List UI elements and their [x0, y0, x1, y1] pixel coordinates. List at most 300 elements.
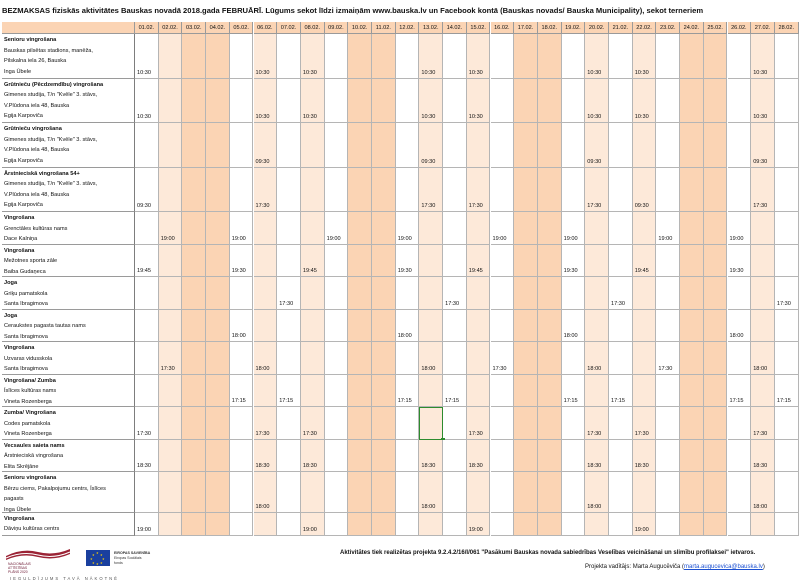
schedule-cell[interactable]	[325, 342, 349, 375]
schedule-cell[interactable]	[491, 34, 515, 79]
schedule-cell[interactable]	[467, 472, 491, 513]
schedule-cell[interactable]	[159, 123, 183, 168]
schedule-cell[interactable]	[443, 472, 467, 513]
schedule-cell[interactable]	[419, 212, 443, 245]
schedule-cell[interactable]	[325, 375, 349, 408]
schedule-cell[interactable]	[680, 123, 704, 168]
schedule-cell[interactable]	[206, 277, 230, 310]
schedule-cell[interactable]	[372, 277, 396, 310]
schedule-cell[interactable]	[609, 310, 633, 343]
schedule-cell[interactable]	[325, 168, 349, 213]
schedule-cell[interactable]	[419, 310, 443, 343]
schedule-cell[interactable]	[254, 245, 278, 278]
schedule-cell[interactable]	[182, 245, 206, 278]
schedule-cell[interactable]	[514, 79, 538, 124]
schedule-cell[interactable]	[277, 123, 301, 168]
schedule-cell[interactable]	[775, 342, 799, 375]
schedule-cell[interactable]	[254, 310, 278, 343]
schedule-cell[interactable]	[467, 310, 491, 343]
schedule-cell[interactable]	[277, 245, 301, 278]
schedule-cell[interactable]	[656, 375, 680, 408]
schedule-cell[interactable]	[443, 34, 467, 79]
schedule-cell[interactable]	[325, 277, 349, 310]
schedule-cell[interactable]	[609, 440, 633, 473]
schedule-cell[interactable]	[514, 168, 538, 213]
schedule-cell[interactable]	[372, 440, 396, 473]
schedule-cell[interactable]	[230, 123, 254, 168]
schedule-cell[interactable]	[704, 440, 728, 473]
schedule-cell[interactable]	[443, 440, 467, 473]
schedule-cell[interactable]	[277, 168, 301, 213]
schedule-cell[interactable]	[538, 123, 562, 168]
schedule-cell[interactable]	[277, 342, 301, 375]
schedule-cell[interactable]	[159, 375, 183, 408]
schedule-cell[interactable]	[704, 407, 728, 440]
schedule-cell[interactable]	[491, 245, 515, 278]
schedule-cell[interactable]	[728, 472, 752, 513]
schedule-cell[interactable]	[704, 123, 728, 168]
schedule-cell[interactable]	[206, 79, 230, 124]
schedule-cell[interactable]	[443, 245, 467, 278]
schedule-cell[interactable]	[206, 407, 230, 440]
schedule-cell[interactable]	[372, 375, 396, 408]
schedule-cell[interactable]	[633, 375, 657, 408]
schedule-cell[interactable]	[538, 440, 562, 473]
schedule-cell[interactable]	[514, 123, 538, 168]
schedule-cell[interactable]	[230, 440, 254, 473]
schedule-cell[interactable]	[775, 34, 799, 79]
schedule-cell[interactable]	[443, 168, 467, 213]
schedule-cell[interactable]	[419, 245, 443, 278]
schedule-cell[interactable]	[538, 79, 562, 124]
schedule-cell[interactable]	[372, 212, 396, 245]
schedule-cell[interactable]	[206, 472, 230, 513]
schedule-cell[interactable]	[562, 123, 586, 168]
schedule-cell[interactable]	[633, 212, 657, 245]
schedule-cell[interactable]	[348, 310, 372, 343]
schedule-cell[interactable]	[704, 375, 728, 408]
schedule-cell[interactable]	[467, 212, 491, 245]
schedule-cell[interactable]	[775, 472, 799, 513]
schedule-cell[interactable]	[562, 407, 586, 440]
schedule-cell[interactable]	[348, 277, 372, 310]
schedule-cell[interactable]	[680, 79, 704, 124]
schedule-cell[interactable]	[372, 245, 396, 278]
schedule-cell[interactable]	[656, 245, 680, 278]
schedule-cell[interactable]	[277, 440, 301, 473]
schedule-cell[interactable]	[135, 342, 159, 375]
schedule-cell[interactable]	[372, 168, 396, 213]
schedule-cell[interactable]	[514, 245, 538, 278]
schedule-cell[interactable]	[751, 277, 775, 310]
schedule-cell[interactable]	[538, 245, 562, 278]
schedule-cell[interactable]	[609, 513, 633, 536]
schedule-cell[interactable]	[348, 375, 372, 408]
schedule-cell[interactable]	[206, 123, 230, 168]
schedule-cell[interactable]	[348, 407, 372, 440]
schedule-cell[interactable]	[182, 342, 206, 375]
schedule-cell[interactable]	[182, 375, 206, 408]
schedule-cell[interactable]	[230, 79, 254, 124]
schedule-cell[interactable]	[182, 123, 206, 168]
schedule-cell[interactable]	[491, 168, 515, 213]
schedule-cell[interactable]	[538, 472, 562, 513]
schedule-cell[interactable]	[775, 123, 799, 168]
schedule-cell[interactable]	[656, 440, 680, 473]
schedule-cell[interactable]	[491, 440, 515, 473]
schedule-cell[interactable]	[704, 168, 728, 213]
schedule-cell[interactable]	[396, 34, 420, 79]
schedule-cell[interactable]	[135, 375, 159, 408]
schedule-cell[interactable]	[609, 407, 633, 440]
schedule-cell[interactable]	[609, 34, 633, 79]
schedule-cell[interactable]	[609, 123, 633, 168]
schedule-cell[interactable]	[443, 513, 467, 536]
schedule-cell[interactable]	[372, 310, 396, 343]
schedule-cell[interactable]	[325, 472, 349, 513]
schedule-cell[interactable]	[514, 513, 538, 536]
schedule-cell[interactable]	[419, 375, 443, 408]
schedule-cell[interactable]	[325, 440, 349, 473]
schedule-cell[interactable]	[182, 310, 206, 343]
schedule-cell[interactable]	[704, 513, 728, 536]
schedule-cell[interactable]	[609, 79, 633, 124]
schedule-cell[interactable]	[704, 472, 728, 513]
schedule-cell[interactable]	[467, 277, 491, 310]
schedule-cell[interactable]	[491, 79, 515, 124]
schedule-cell[interactable]	[348, 212, 372, 245]
schedule-cell[interactable]	[396, 123, 420, 168]
schedule-cell[interactable]	[348, 123, 372, 168]
schedule-cell[interactable]	[372, 513, 396, 536]
schedule-cell[interactable]	[728, 168, 752, 213]
schedule-cell[interactable]	[135, 310, 159, 343]
schedule-cell[interactable]	[656, 310, 680, 343]
schedule-cell[interactable]	[656, 34, 680, 79]
schedule-cell[interactable]	[680, 407, 704, 440]
schedule-cell[interactable]	[182, 34, 206, 79]
schedule-cell[interactable]	[514, 440, 538, 473]
schedule-cell[interactable]	[206, 34, 230, 79]
schedule-cell[interactable]	[656, 123, 680, 168]
schedule-cell[interactable]	[159, 440, 183, 473]
schedule-cell[interactable]	[443, 212, 467, 245]
schedule-cell[interactable]	[585, 245, 609, 278]
schedule-cell[interactable]	[704, 310, 728, 343]
schedule-cell[interactable]	[656, 168, 680, 213]
schedule-cell[interactable]	[514, 342, 538, 375]
schedule-cell[interactable]	[301, 168, 325, 213]
schedule-cell[interactable]	[538, 342, 562, 375]
schedule-cell[interactable]	[585, 310, 609, 343]
schedule-cell[interactable]	[491, 472, 515, 513]
schedule-cell[interactable]	[656, 513, 680, 536]
schedule-cell[interactable]	[372, 79, 396, 124]
schedule-cell[interactable]	[609, 168, 633, 213]
schedule-cell[interactable]	[159, 79, 183, 124]
schedule-cell[interactable]	[704, 277, 728, 310]
schedule-cell[interactable]	[159, 472, 183, 513]
schedule-cell[interactable]	[751, 245, 775, 278]
schedule-cell[interactable]	[656, 472, 680, 513]
schedule-cell[interactable]	[230, 277, 254, 310]
schedule-cell[interactable]	[680, 375, 704, 408]
schedule-cell[interactable]	[182, 440, 206, 473]
schedule-cell[interactable]	[562, 472, 586, 513]
schedule-cell[interactable]	[538, 513, 562, 536]
schedule-cell[interactable]	[159, 168, 183, 213]
schedule-cell[interactable]	[230, 407, 254, 440]
schedule-cell[interactable]	[585, 212, 609, 245]
schedule-cell[interactable]	[538, 277, 562, 310]
schedule-cell[interactable]	[348, 245, 372, 278]
schedule-cell[interactable]	[751, 310, 775, 343]
schedule-cell[interactable]	[419, 407, 443, 440]
schedule-cell[interactable]	[135, 123, 159, 168]
schedule-cell[interactable]	[396, 277, 420, 310]
schedule-cell[interactable]	[775, 79, 799, 124]
schedule-cell[interactable]	[562, 513, 586, 536]
schedule-cell[interactable]	[396, 407, 420, 440]
schedule-cell[interactable]	[277, 34, 301, 79]
schedule-cell[interactable]	[301, 310, 325, 343]
schedule-cell[interactable]	[656, 277, 680, 310]
schedule-cell[interactable]	[562, 79, 586, 124]
schedule-cell[interactable]	[325, 407, 349, 440]
schedule-cell[interactable]	[680, 472, 704, 513]
schedule-cell[interactable]	[277, 407, 301, 440]
schedule-cell[interactable]	[680, 245, 704, 278]
schedule-cell[interactable]	[419, 277, 443, 310]
schedule-cell[interactable]	[775, 212, 799, 245]
schedule-cell[interactable]	[491, 277, 515, 310]
schedule-cell[interactable]	[656, 407, 680, 440]
schedule-cell[interactable]	[585, 277, 609, 310]
schedule-cell[interactable]	[609, 212, 633, 245]
schedule-cell[interactable]	[562, 34, 586, 79]
schedule-cell[interactable]	[206, 375, 230, 408]
schedule-cell[interactable]	[443, 123, 467, 168]
schedule-cell[interactable]	[396, 342, 420, 375]
schedule-cell[interactable]	[230, 472, 254, 513]
schedule-cell[interactable]	[728, 123, 752, 168]
schedule-cell[interactable]	[206, 440, 230, 473]
schedule-cell[interactable]	[230, 342, 254, 375]
schedule-cell[interactable]	[159, 277, 183, 310]
schedule-cell[interactable]	[182, 212, 206, 245]
schedule-cell[interactable]	[348, 168, 372, 213]
schedule-cell[interactable]	[491, 513, 515, 536]
schedule-cell[interactable]	[680, 212, 704, 245]
schedule-cell[interactable]	[325, 123, 349, 168]
schedule-cell[interactable]	[680, 513, 704, 536]
schedule-cell[interactable]	[206, 310, 230, 343]
schedule-cell[interactable]	[751, 375, 775, 408]
schedule-cell[interactable]	[206, 168, 230, 213]
schedule-cell[interactable]	[396, 79, 420, 124]
schedule-cell[interactable]	[182, 277, 206, 310]
schedule-cell[interactable]	[277, 79, 301, 124]
schedule-cell[interactable]	[348, 513, 372, 536]
schedule-cell[interactable]	[325, 245, 349, 278]
schedule-cell[interactable]	[325, 34, 349, 79]
schedule-cell[interactable]	[443, 310, 467, 343]
schedule-cell[interactable]	[704, 245, 728, 278]
schedule-cell[interactable]	[230, 34, 254, 79]
schedule-cell[interactable]	[751, 212, 775, 245]
schedule-cell[interactable]	[538, 212, 562, 245]
schedule-cell[interactable]	[656, 79, 680, 124]
schedule-cell[interactable]	[182, 79, 206, 124]
schedule-cell[interactable]	[680, 277, 704, 310]
schedule-cell[interactable]	[775, 168, 799, 213]
schedule-cell[interactable]	[538, 407, 562, 440]
schedule-cell[interactable]	[633, 310, 657, 343]
schedule-cell[interactable]	[254, 212, 278, 245]
schedule-cell[interactable]	[348, 342, 372, 375]
schedule-cell[interactable]	[609, 245, 633, 278]
schedule-cell[interactable]	[159, 513, 183, 536]
schedule-cell[interactable]	[254, 375, 278, 408]
schedule-cell[interactable]	[443, 79, 467, 124]
schedule-cell[interactable]	[633, 277, 657, 310]
schedule-cell[interactable]	[396, 472, 420, 513]
schedule-cell[interactable]	[728, 342, 752, 375]
schedule-cell[interactable]	[728, 440, 752, 473]
schedule-cell[interactable]	[443, 342, 467, 375]
schedule-cell[interactable]	[254, 513, 278, 536]
schedule-cell[interactable]	[562, 440, 586, 473]
schedule-cell[interactable]	[775, 407, 799, 440]
schedule-cell[interactable]	[301, 123, 325, 168]
schedule-cell[interactable]	[325, 310, 349, 343]
schedule-cell[interactable]	[609, 342, 633, 375]
schedule-cell[interactable]	[348, 79, 372, 124]
schedule-cell[interactable]	[704, 212, 728, 245]
schedule-cell[interactable]	[562, 168, 586, 213]
schedule-cell[interactable]	[704, 342, 728, 375]
schedule-cell[interactable]	[514, 407, 538, 440]
schedule-cell[interactable]	[728, 79, 752, 124]
schedule-cell[interactable]	[728, 34, 752, 79]
schedule-cell[interactable]	[585, 375, 609, 408]
schedule-cell[interactable]	[182, 472, 206, 513]
schedule-cell[interactable]	[775, 245, 799, 278]
schedule-cell[interactable]	[396, 440, 420, 473]
schedule-cell[interactable]	[633, 123, 657, 168]
schedule-cell[interactable]	[491, 375, 515, 408]
schedule-cell[interactable]	[538, 375, 562, 408]
schedule-cell[interactable]	[135, 212, 159, 245]
schedule-cell[interactable]	[419, 513, 443, 536]
schedule-cell[interactable]	[348, 472, 372, 513]
schedule-cell[interactable]	[514, 212, 538, 245]
schedule-cell[interactable]	[775, 513, 799, 536]
schedule-cell[interactable]	[182, 168, 206, 213]
schedule-cell[interactable]	[348, 34, 372, 79]
schedule-cell[interactable]	[562, 342, 586, 375]
schedule-cell[interactable]	[609, 472, 633, 513]
schedule-cell[interactable]	[301, 277, 325, 310]
schedule-cell[interactable]	[514, 34, 538, 79]
schedule-cell[interactable]	[206, 245, 230, 278]
schedule-cell[interactable]	[728, 513, 752, 536]
schedule-cell[interactable]	[159, 310, 183, 343]
schedule-cell[interactable]	[277, 212, 301, 245]
schedule-cell[interactable]	[206, 513, 230, 536]
contact-email-link[interactable]: marta.augucevica@bauska.lv	[684, 564, 763, 570]
schedule-cell[interactable]	[704, 79, 728, 124]
schedule-cell[interactable]	[680, 34, 704, 79]
schedule-cell[interactable]	[372, 123, 396, 168]
schedule-cell[interactable]	[538, 310, 562, 343]
schedule-cell[interactable]	[728, 277, 752, 310]
schedule-cell[interactable]	[277, 513, 301, 536]
schedule-cell[interactable]	[491, 407, 515, 440]
schedule-cell[interactable]	[728, 407, 752, 440]
schedule-cell[interactable]	[443, 407, 467, 440]
schedule-cell[interactable]	[159, 34, 183, 79]
schedule-cell[interactable]	[396, 168, 420, 213]
schedule-cell[interactable]	[751, 513, 775, 536]
schedule-cell[interactable]	[301, 375, 325, 408]
schedule-cell[interactable]	[135, 472, 159, 513]
schedule-cell[interactable]	[135, 277, 159, 310]
schedule-cell[interactable]	[301, 342, 325, 375]
schedule-cell[interactable]	[396, 513, 420, 536]
schedule-cell[interactable]	[491, 310, 515, 343]
schedule-cell[interactable]	[633, 472, 657, 513]
schedule-cell[interactable]	[775, 310, 799, 343]
schedule-cell[interactable]	[182, 513, 206, 536]
schedule-cell[interactable]	[348, 440, 372, 473]
schedule-cell[interactable]	[182, 407, 206, 440]
schedule-cell[interactable]	[372, 472, 396, 513]
schedule-cell[interactable]	[633, 342, 657, 375]
schedule-cell[interactable]	[372, 407, 396, 440]
schedule-cell[interactable]	[467, 375, 491, 408]
schedule-cell[interactable]	[372, 342, 396, 375]
schedule-cell[interactable]	[467, 342, 491, 375]
schedule-cell[interactable]	[704, 34, 728, 79]
schedule-cell[interactable]	[230, 168, 254, 213]
schedule-cell[interactable]	[325, 79, 349, 124]
schedule-cell[interactable]	[514, 277, 538, 310]
schedule-cell[interactable]	[467, 123, 491, 168]
schedule-cell[interactable]	[514, 310, 538, 343]
schedule-cell[interactable]	[159, 245, 183, 278]
schedule-cell[interactable]	[538, 168, 562, 213]
schedule-cell[interactable]	[277, 472, 301, 513]
schedule-cell[interactable]	[491, 123, 515, 168]
schedule-cell[interactable]	[254, 277, 278, 310]
schedule-cell[interactable]	[230, 513, 254, 536]
schedule-cell[interactable]	[775, 440, 799, 473]
schedule-cell[interactable]	[514, 375, 538, 408]
schedule-cell[interactable]	[538, 34, 562, 79]
schedule-cell[interactable]	[325, 513, 349, 536]
schedule-cell[interactable]	[680, 342, 704, 375]
schedule-cell[interactable]	[372, 34, 396, 79]
schedule-cell[interactable]	[562, 277, 586, 310]
schedule-cell[interactable]	[514, 472, 538, 513]
schedule-cell[interactable]	[301, 212, 325, 245]
schedule-cell[interactable]	[206, 212, 230, 245]
schedule-cell[interactable]	[277, 310, 301, 343]
schedule-cell[interactable]	[301, 472, 325, 513]
schedule-cell[interactable]	[680, 310, 704, 343]
schedule-cell[interactable]	[680, 168, 704, 213]
